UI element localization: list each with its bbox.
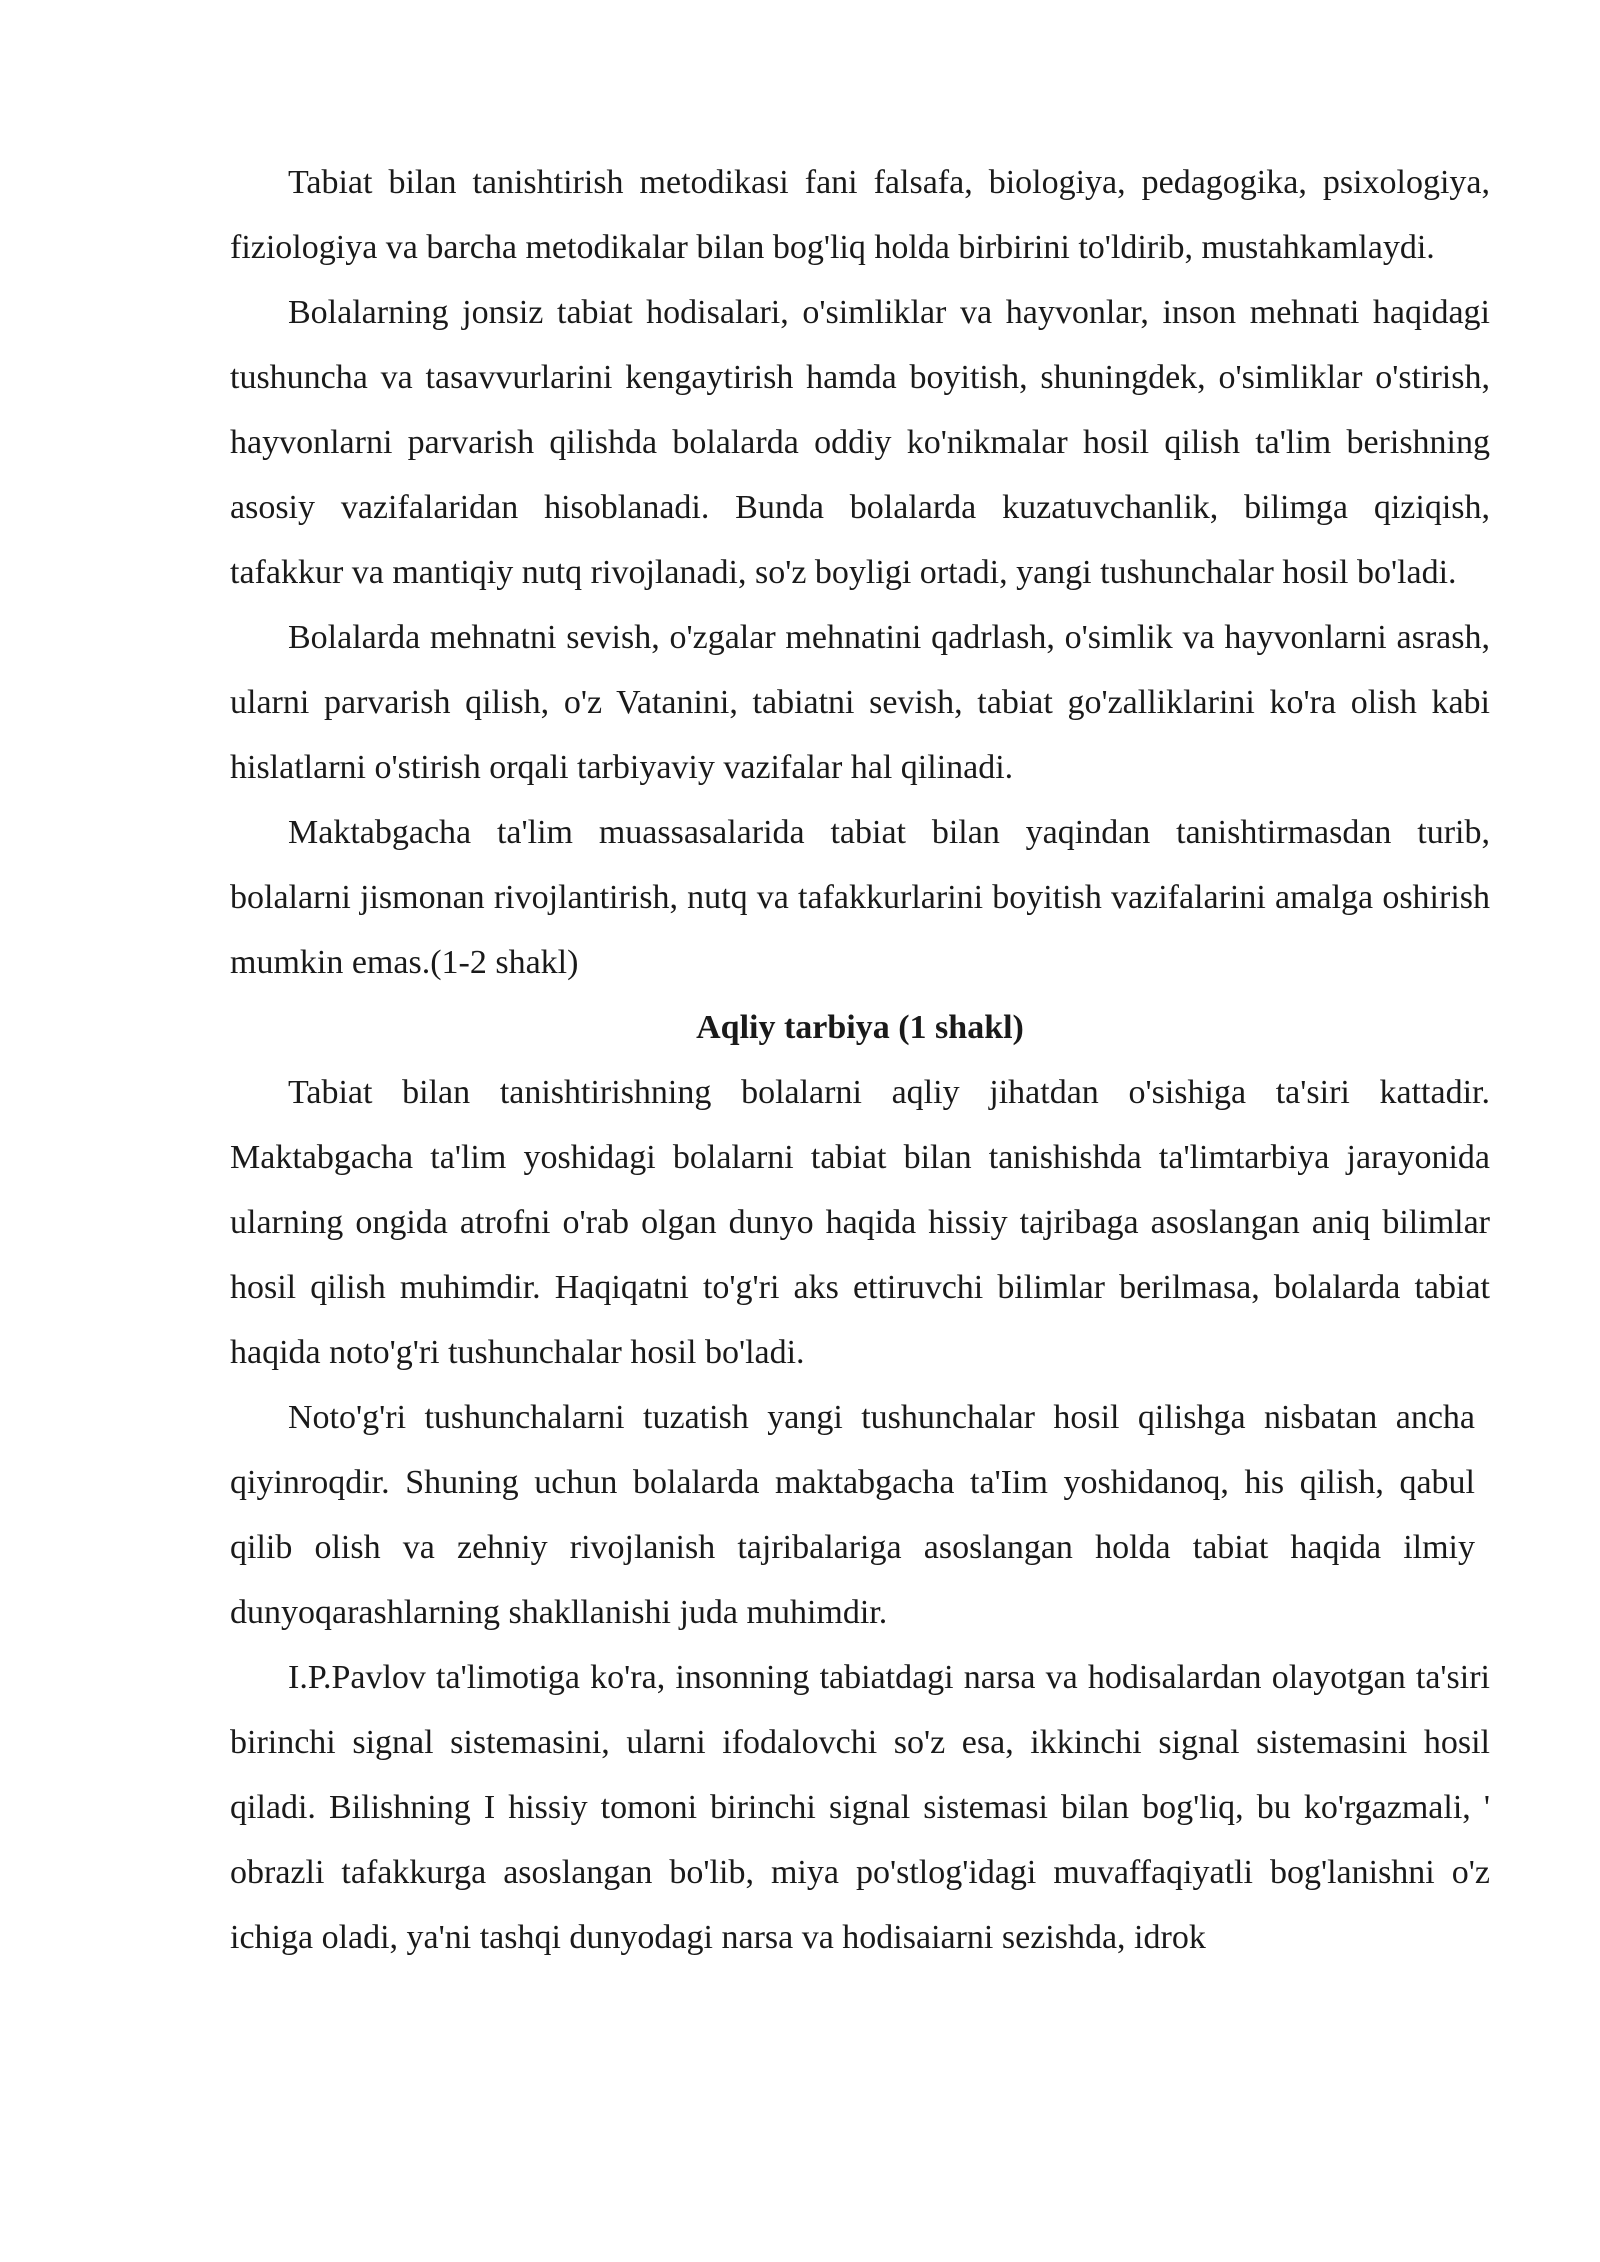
paragraph-mental-development: Tabiat bilan tanishtirishning bolalarni aqliy jihatdan o'sishiga ta'siri kattadir. Maktabgacha ta'lim yoshidagi bolalarni tabiat bilan tanishishda ta'limtarbiya jarayonida ularning ongida atrofni o'rab olgan dunyo haqida hissiy tajribaga asoslangan aniq bilimlar hosil qilish muhimdir. Haqiqatni to'g'ri aks ettiruvchi bilimlar berilmasa, bolalarda tabiat haqida noto'g'ri tushunchalar hosil bo'ladi. — [230, 1074, 1490, 1371]
section-heading: Aqliy tarbiya (1 shakl) — [696, 1009, 1024, 1046]
paragraph-correcting-concepts: Noto'g'ri tushunchalarni tuzatish yangi tushunchalar hosil qilishga nisbatan ancha qiyinroqdir. Shuning uchun bolalarda maktabgacha ta'Iim yoshidanoq, his qilish, qabul qilib olish va zehniy rivojlanish tajribalariga asoslangan holda tabiat haqida ilmiy dunyoqarashlarning shakllanishi juda muhimdir. — [230, 1399, 1475, 1631]
paragraph-pavlov-theory: I.P.Pavlov ta'limotiga ko'ra, insonning tabiatdagi narsa va hodisalardan olayotgan ta'siri birinchi signal sistemasini, ularni ifodalovchi so'z esa, ikkinchi signal sistemasini hosil qiladi. Bilishning I hissiy tomoni birinchi signal sistemasi bilan bog'liq, bu ko'rgazmali, ' obrazli tafakkurga asoslangan bo'lib, miya po'stlog'idagi muvaffaqiyatli bog'lanishni o'z ichiga oladi, ya'ni tashqi dunyodagi narsa va hodisaiarni sezishda, idrok — [230, 1659, 1490, 1956]
paragraph-interdisciplinary: Tabiat bilan tanishtirish metodikasi fani falsafa, biologiya, pedagogika, psixologiya, fiziologiya va barcha metodikalar bilan bog'liq holda birbirini to'ldirib, mustahkamlaydi. — [230, 164, 1490, 266]
paragraph-preschool-institutions: Maktabgacha ta'lim muassasalarida tabiat bilan yaqindan tanishtirmasdan turib, bolalarni jismonan rivojlantirish, nutq va tafakkurlarini boyitish vazifalarini amalga oshirish mumkin emas.(1-2 shakl) — [230, 814, 1490, 981]
paragraph-upbringing-tasks: Bolalarda mehnatni sevish, o'zgalar mehnatini qadrlash, o'simlik va hayvonlarni asrash, ularni parvarish qilish, o'z Vatanini, tabiatni sevish, tabiat go'zalliklarini ko'ra olish kabi hislatlarni o'stirish orqali tarbiyaviy vazifalar hal qilinadi. — [230, 619, 1490, 786]
document-page — [230, 150, 1490, 1970]
paragraph-educational-tasks: Bolalarning jonsiz tabiat hodisalari, o'simliklar va hayvonlar, inson mehnati haqidagi tushuncha va tasavvurlarini kengaytirish hamda boyitish, shuningdek, o'simliklar o'stirish, hayvonlarni parvarish qilishda bolalarda oddiy ko'nikmalar hosil qilish ta'lim berishning asosiy vazifalaridan hisoblanadi. Bunda bolalarda kuzatuvchanlik, bilimga qiziqish, tafakkur va mantiqiy nutq rivojlanadi, so'z boyligi ortadi, yangi tushunchalar hosil bo'ladi. — [230, 294, 1490, 591]
